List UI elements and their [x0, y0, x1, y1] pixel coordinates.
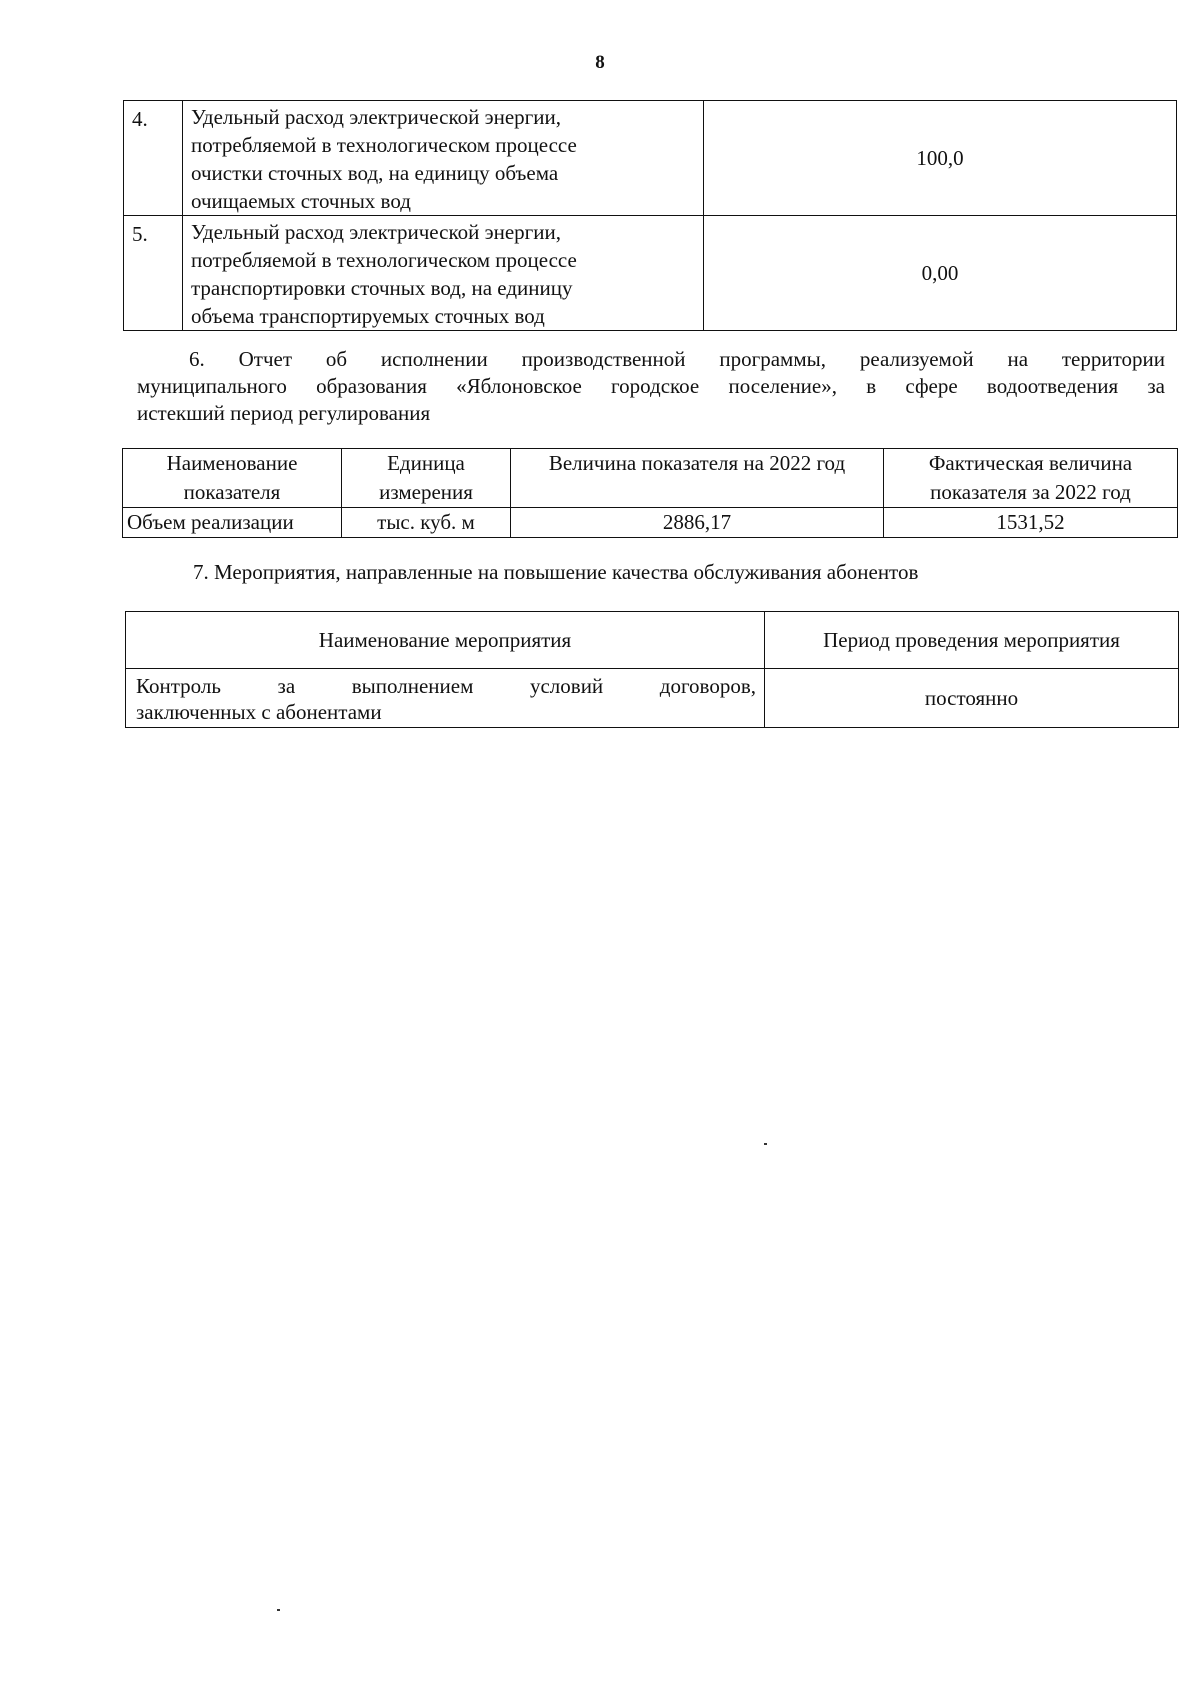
header-unit	[342, 449, 511, 508]
header-line: Наименование	[166, 451, 298, 475]
header-indicator-name	[123, 449, 342, 508]
description-line: очистки сточных вод, на единицу объема	[191, 161, 559, 185]
row-number: 4.	[124, 101, 183, 216]
header-actual-value	[884, 449, 1178, 508]
header-line: измерения	[379, 480, 473, 504]
cell-planned-value: 2886,17	[511, 508, 884, 538]
description-line: Удельный расход электрической энергии,	[191, 105, 562, 129]
row-description	[183, 101, 704, 216]
description-line: потребляемой в технологическом процессе	[191, 133, 577, 157]
row-value: 0,00	[704, 216, 1177, 331]
table-row	[126, 669, 1179, 728]
description-line: потребляемой в технологическом процессе	[191, 248, 577, 272]
cell-measure-period: постоянно	[765, 669, 1179, 728]
table-row	[124, 216, 1177, 331]
row-number: 5.	[124, 216, 183, 331]
scan-speck	[277, 1609, 280, 1611]
description-line: очищаемых сточных вод	[191, 189, 411, 213]
scan-speck	[764, 1143, 767, 1145]
description-line: Удельный расход электрической энергии,	[191, 220, 562, 244]
row-description	[183, 216, 704, 331]
table-row	[124, 101, 1177, 216]
measure-line: Контроль за выполнением условий договоров,	[136, 674, 756, 698]
row-value: 100,0	[704, 101, 1177, 216]
indicators-table	[123, 100, 1177, 331]
report-table	[122, 448, 1178, 538]
header-line: Величина показателя на 2022 год	[548, 451, 846, 475]
section-6-paragraph	[137, 346, 1165, 427]
description-line: транспортировки сточных вод, на единицу	[191, 276, 573, 300]
cell-unit: тыс. куб. м	[342, 508, 511, 538]
paragraph-line: муниципального образования «Яблоновское городское поселение», в сфере водоотведения за	[137, 374, 1165, 398]
table-header-row	[126, 612, 1179, 669]
header-planned-value	[511, 449, 884, 508]
measures-table	[125, 611, 1179, 728]
header-line: Фактическая величина	[928, 451, 1133, 475]
header-measure-name: Наименование мероприятия	[126, 612, 765, 669]
description-line: объема транспортируемых сточных вод	[191, 304, 545, 328]
header-line: Единица	[387, 451, 465, 475]
paragraph-line: 6. Отчет об исполнении производственной программы, реализуемой на территории	[189, 347, 1165, 371]
paragraph-line: истекший период регулирования	[137, 401, 431, 425]
cell-actual-value: 1531,52	[884, 508, 1178, 538]
cell-indicator-name: Объем реализации	[123, 508, 342, 538]
measure-line: заключенных с абонентами	[136, 700, 382, 724]
header-line: показателя	[183, 480, 281, 504]
header-measure-period: Период проведения мероприятия	[765, 612, 1179, 669]
table-row	[123, 508, 1178, 538]
header-line: показателя за 2022 год	[930, 480, 1131, 504]
cell-measure-name	[126, 669, 765, 728]
section-7-title: 7. Мероприятия, направленные на повышение качества обслуживания абонентов	[193, 560, 919, 584]
page-number: 8	[595, 52, 605, 73]
table-header-row	[123, 449, 1178, 508]
